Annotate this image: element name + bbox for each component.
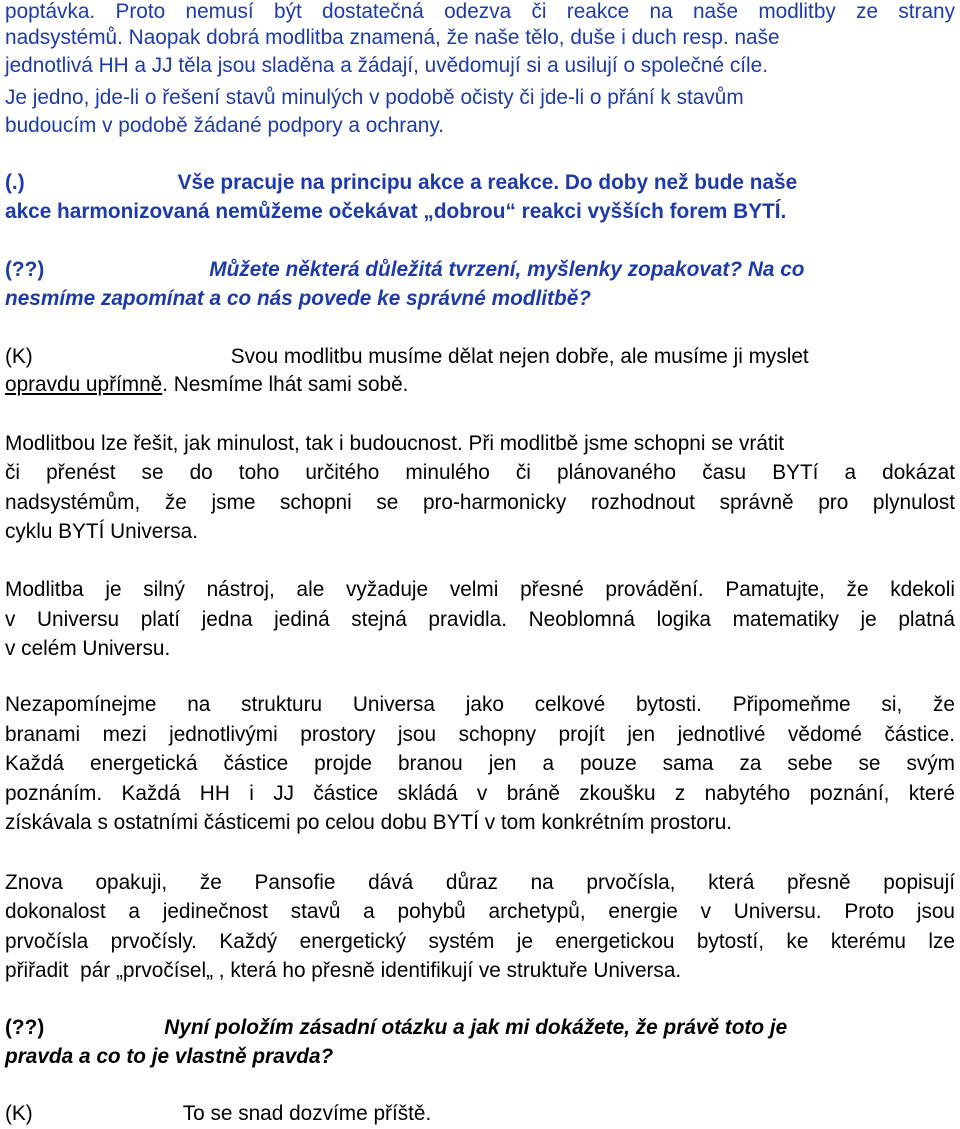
p2-marker: (.) bbox=[5, 171, 25, 194]
p8-line-2: dokonalost a jedinečnost stavů a pohybů archetypů, energie v Universu. Proto jsou bbox=[5, 900, 955, 923]
p6-line-2: v Universu platí jedna jediná stejná pravidla. Neoblomná logika matematiky je platná bbox=[5, 608, 955, 631]
p9-line-1-text: Nyní položím zásadní otázku a jak mi dokážete, že právě toto je bbox=[164, 1016, 788, 1039]
p4-underlined-phrase: opravdu upřímně bbox=[5, 373, 163, 396]
p9-line-1 bbox=[5, 1015, 787, 1041]
p1-line-1: poptávka. Proto nemusí být dostatečná odezva či reakce na naše modlitby ze strany bbox=[5, 0, 955, 23]
p6-line-1: Modlitba je silný nástroj, ale vyžaduje velmi přesné provádění. Pamatujte, že kdekoli bbox=[5, 578, 955, 601]
p4-line-1 bbox=[5, 344, 809, 370]
p4-line-2 bbox=[5, 372, 408, 398]
p8-line-3: prvočísla prvočísly. Každý energetický systém je energetickou bytostí, ke kterému lze bbox=[5, 930, 955, 953]
p5-line-4: cyklu BYTÍ Universa. bbox=[5, 520, 199, 543]
p7-line-1: Nezapomínejme na strukturu Universa jako celkové bytosti. Připomeňme si, že bbox=[5, 693, 955, 716]
p4-line-2-text: . Nesmíme lhát sami sobě. bbox=[162, 373, 409, 396]
p9-marker: (??) bbox=[5, 1016, 45, 1039]
p7-line-2: branami mezi jednotlivými prostory jsou schopny projít jen jednotlivé vědomé částice. bbox=[5, 723, 955, 746]
p1-line-3: jednotlivá HH a JJ těla jsou sladěna a žádají, uvědomují si a usilují o společné cíle. bbox=[5, 54, 768, 77]
p6-line-3: v celém Universu. bbox=[5, 637, 171, 660]
p5-line-1: Modlitbou lze řešit, jak minulost, tak i budoucnost. Při modlitbě jsme schopni se vrátit bbox=[5, 432, 785, 455]
p10-line-1-text: To se snad dozvíme příště. bbox=[182, 1102, 432, 1125]
p1-line-5: budoucím v podobě žádané podpory a ochrany. bbox=[5, 114, 444, 137]
p10-marker: (K) bbox=[5, 1102, 33, 1125]
p4-marker: (K) bbox=[5, 345, 33, 368]
p2-line-1 bbox=[5, 170, 797, 196]
p2-line-2: akce harmonizovaná nemůžeme očekávat „dobrou“ reakci vyšších forem BYTÍ. bbox=[5, 200, 787, 223]
p10-line-1 bbox=[5, 1101, 431, 1127]
p1-line-4: Je jedno, jde-li o řešení stavů minulých v podobě očisty či jde-li o přání k stavům bbox=[5, 86, 744, 109]
p1-line-2: nadsystémů. Naopak dobrá modlitba znamená, že naše tělo, duše i duch resp. naše bbox=[5, 26, 780, 49]
p9-line-2: pravda a co to je vlastně pravda? bbox=[5, 1045, 334, 1068]
p8-line-1: Znova opakuji, že Pansofie dává důraz na prvočísla, která přesně popisují bbox=[5, 871, 955, 894]
p2-line-1-text: Vše pracuje na principu akce a reakce. Do doby než bude naše bbox=[177, 171, 798, 194]
p3-marker: (??) bbox=[5, 258, 45, 281]
p8-line-4: přiřadit pár „prvočísel„ , která ho přesně identifikují ve struktuře Universa. bbox=[5, 959, 682, 982]
p7-line-4: poznáním. Každá HH i JJ částice skládá v bráně zkoušku z nabytého poznání, které bbox=[5, 782, 955, 805]
p5-line-3: nadsystémům, že jsme schopni se pro-harmonicky rozhodnout správně pro plynulost bbox=[5, 491, 955, 514]
p4-line-1-text: Svou modlitbu musíme dělat nejen dobře, ale musíme ji myslet bbox=[230, 345, 809, 368]
p7-line-5: získávala s ostatními částicemi po celou dobu BYTÍ v tom konkrétním prostoru. bbox=[5, 811, 733, 834]
p3-line-2: nesmíme zapomínat a co nás povede ke správné modlitbě? bbox=[5, 287, 591, 310]
p7-line-3: Každá energetická částice projde branou jen a pouze sama za sebe se svým bbox=[5, 752, 955, 775]
p5-line-2: či přenést se do toho určitého minulého či plánovaného času BYTí a dokázat bbox=[5, 461, 955, 484]
p3-line-1 bbox=[5, 257, 804, 283]
p3-line-1-text: Můžete některá důležitá tvrzení, myšlenky zopakovat? Na co bbox=[209, 258, 805, 281]
